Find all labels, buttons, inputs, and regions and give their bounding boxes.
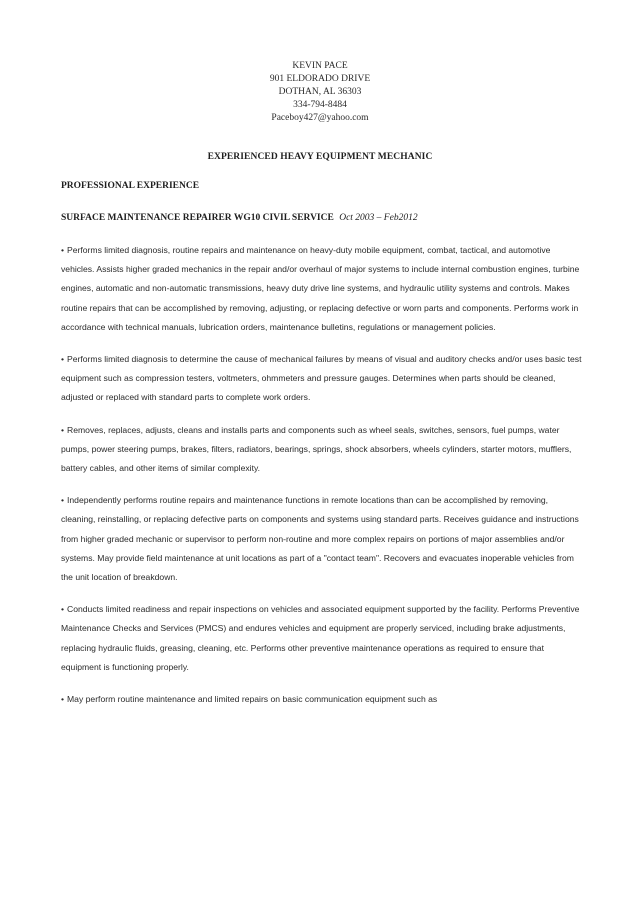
duty-item <box>61 690 583 709</box>
section-heading: PROFESSIONAL EXPERIENCE <box>61 181 200 191</box>
bullet-icon: • <box>61 495 65 506</box>
duty-item <box>61 350 583 408</box>
job-title: SURFACE MAINTENANCE REPAIRER WG10 CIVIL SERVICE <box>61 213 334 223</box>
contact-phone: 334-794-8484 <box>293 100 347 110</box>
duty-item <box>61 421 583 479</box>
bullet-icon: • <box>61 354 65 365</box>
duty-text: Conducts limited readiness and repair inspections on vehicles and associated equipment supported by the facility. Performs Preventive Maintenance Checks and Services (PMCS) and endures vehicles and equipment are properly serviced, including brake adjustments, replacing hydraulic fluids, greasing, cleaning, etc. Performs other preventive maintenance operations as required to ensure that equipment is functioning properly. <box>61 604 580 672</box>
job-dates: Oct 2003 – Feb2012 <box>339 213 418 223</box>
bullet-icon: • <box>61 424 65 435</box>
duty-text: Performs limited diagnosis to determine the cause of mechanical failures by means of visual and auditory checks and/or uses basic test equipment such as compression testers, voltmeters, ohmmeters and pressure gauges. Determines when parts should be cleaned, adjusted or replaced with standard parts to complete work orders. <box>61 354 582 403</box>
contact-email: Paceboy427@yahoo.com <box>271 113 369 123</box>
duty-item <box>61 241 583 337</box>
resume-title: EXPERIENCED HEAVY EQUIPMENT MECHANIC <box>207 152 433 162</box>
bullet-icon: • <box>61 604 65 615</box>
contact-block <box>0 60 640 125</box>
duty-item <box>61 491 583 587</box>
duties-list <box>61 241 583 722</box>
bullet-icon: • <box>61 694 65 705</box>
job-header <box>61 213 418 223</box>
duty-text: Removes, replaces, adjusts, cleans and installs parts and components such as wheel seals, switches, sensors, fuel pumps, water pumps, power steering pumps, brakes, filters, radiators, bearings, springs, shock absorbers, wheels cylinders, starter motors, mufflers, battery cables, and other items of similar complexity. <box>61 424 572 474</box>
bullet-icon: • <box>61 245 65 255</box>
contact-name: KEVIN PACE <box>292 61 348 71</box>
duty-text: Independently performs routine repairs and maintenance functions in remote locations than can be accomplished by removing, cleaning, reinstalling, or replacing defective parts on components and systems using standard parts. Receives guidance and instructions from higher graded mechanic or supervisor to perform non-routine and more complex repairs on portions of major assemblies and/or systems. May provide field maintenance at unit locations as part of a "contact team". Recovers and evacuates inoperable vehicles from the unit location of breakdown. <box>61 495 579 583</box>
duty-text: Performs limited diagnosis, routine repairs and maintenance on heavy-duty mobile equipment, combat, tactical, and automotive vehicles. Assists higher graded mechanics in the repair and/or overhaul of major systems to include internal combustion engines, turbine engines, automatic and non-automatic transmissions, heavy duty drive line systems, and hydraulic utility systems and controls. Makes routine repairs that can be accomplished by removing, adjusting, or replacing defective or worn parts and components. Performs work in accordance with technical manuals, lubrication orders, maintenance bulletins, regulations or management policies. <box>61 245 580 332</box>
duty-item <box>61 600 583 677</box>
contact-city: DOTHAN, AL 36303 <box>278 87 362 97</box>
duty-text: May perform routine maintenance and limited repairs on basic communication equipment such as <box>67 694 438 705</box>
contact-street: 901 ELDORADO DRIVE <box>269 74 371 84</box>
